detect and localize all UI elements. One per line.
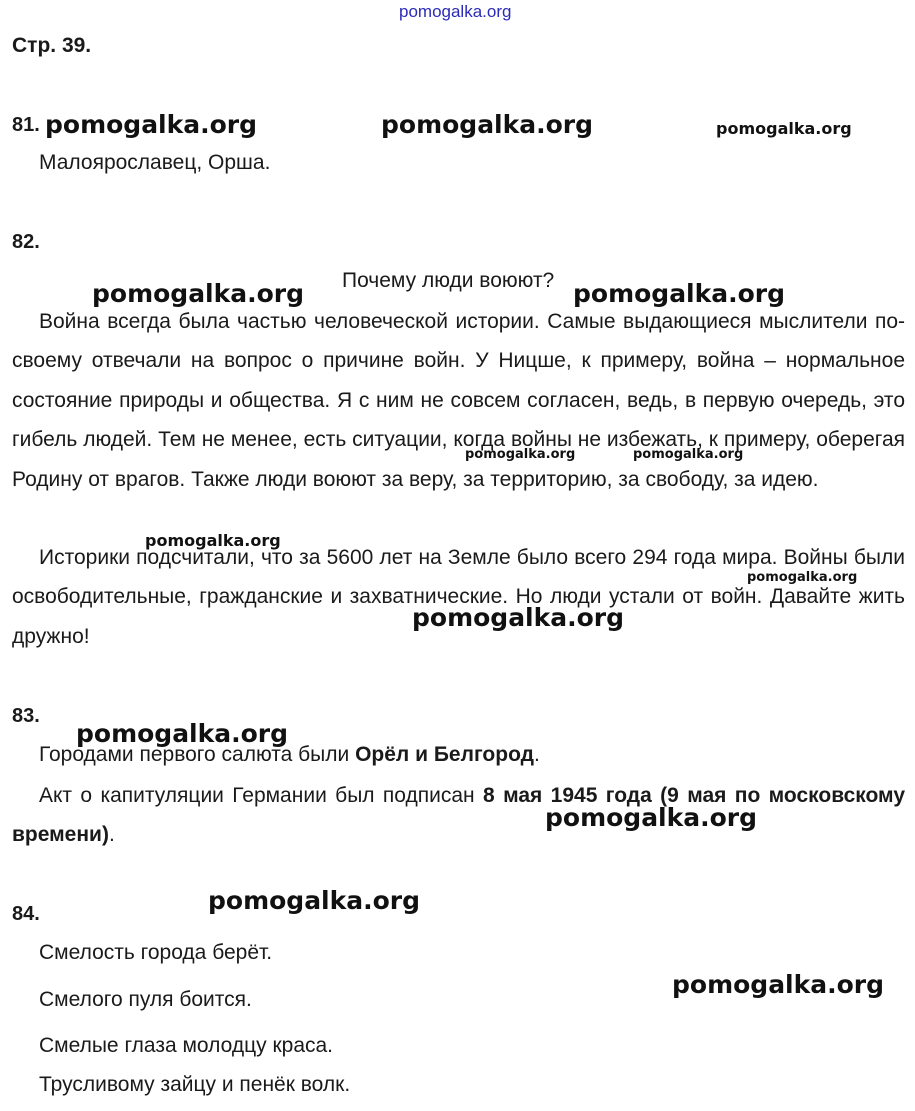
- task-82-paragraph-1: Война всегда была частью человеческой истории. Самые выдающиеся мыслители по-своему отвечали на вопрос о причине войн. У Ницше, к примеру, война – нормальное состояние природы и общества. Я с ним не совсем согласен, ведь, в первую очередь, это гибель людей. Тем не менее, есть ситуации, когда войны не избежать, к примеру, оберегая Родину от врагов. Также люди воюют за веру, за территорию, за свободу, за идею.: [12, 310, 905, 491]
- task-82-paragraph-2: Историки подсчитали, что за 5600 лет на Земле было всего 294 года мира. Войны были освободительные, гражданские и захватнические. Но люди устали от войн. Давайте жить дружно!: [12, 546, 905, 648]
- task-83-line-1-bold: Орёл и Белгород: [355, 743, 534, 766]
- task-84-number: 84.: [12, 903, 40, 925]
- watermark-2: pomogalka.org: [381, 110, 594, 139]
- task-82-title: Почему люди воюют?: [342, 269, 555, 292]
- task-81-answer: Малоярославец, Орша.: [39, 151, 271, 174]
- top-watermark: pomogalka.org: [399, 2, 512, 21]
- watermark-12: pomogalka.org: [545, 803, 758, 832]
- proverb-4: Трусливому зайцу и пенёк волк.: [39, 1073, 351, 1096]
- task-81-number: 81.: [12, 114, 40, 136]
- watermark-10: pomogalka.org: [412, 603, 625, 632]
- task-83-line-1-text: Городами первого салюта были: [39, 743, 356, 766]
- watermark-6: pomogalka.org: [465, 447, 576, 462]
- proverb-3: Смелые глаза молодцу краса.: [39, 1034, 334, 1057]
- watermark-5: pomogalka.org: [573, 279, 786, 308]
- watermark-14: pomogalka.org: [672, 970, 885, 999]
- task-83-number: 83.: [12, 705, 40, 727]
- watermark-1: pomogalka.org: [45, 110, 258, 139]
- task-83-line-2-end: .: [108, 823, 115, 847]
- task-83-line-2-text: Акт о капитуляции Германии был подписан: [39, 784, 484, 807]
- watermark-13: pomogalka.org: [208, 886, 421, 915]
- task-82-number: 82.: [12, 231, 40, 253]
- watermark-3: pomogalka.org: [716, 119, 852, 138]
- task-83-line-1-end: .: [533, 743, 540, 766]
- watermark-8: pomogalka.org: [145, 531, 281, 550]
- page-label: Стр. 39.: [12, 34, 92, 57]
- watermark-11: pomogalka.org: [76, 719, 289, 748]
- watermark-4: pomogalka.org: [92, 279, 305, 308]
- task-83-line-2-bold: 8 мая 1945 года (9 мая по московскому времени): [12, 784, 905, 847]
- watermark-9: pomogalka.org: [747, 570, 858, 585]
- watermark-7: pomogalka.org: [633, 447, 744, 462]
- proverb-2: Смелого пуля боится.: [39, 988, 252, 1011]
- proverb-1: Смелость города берёт.: [39, 941, 273, 964]
- task-83-line-2: [12, 776, 905, 855]
